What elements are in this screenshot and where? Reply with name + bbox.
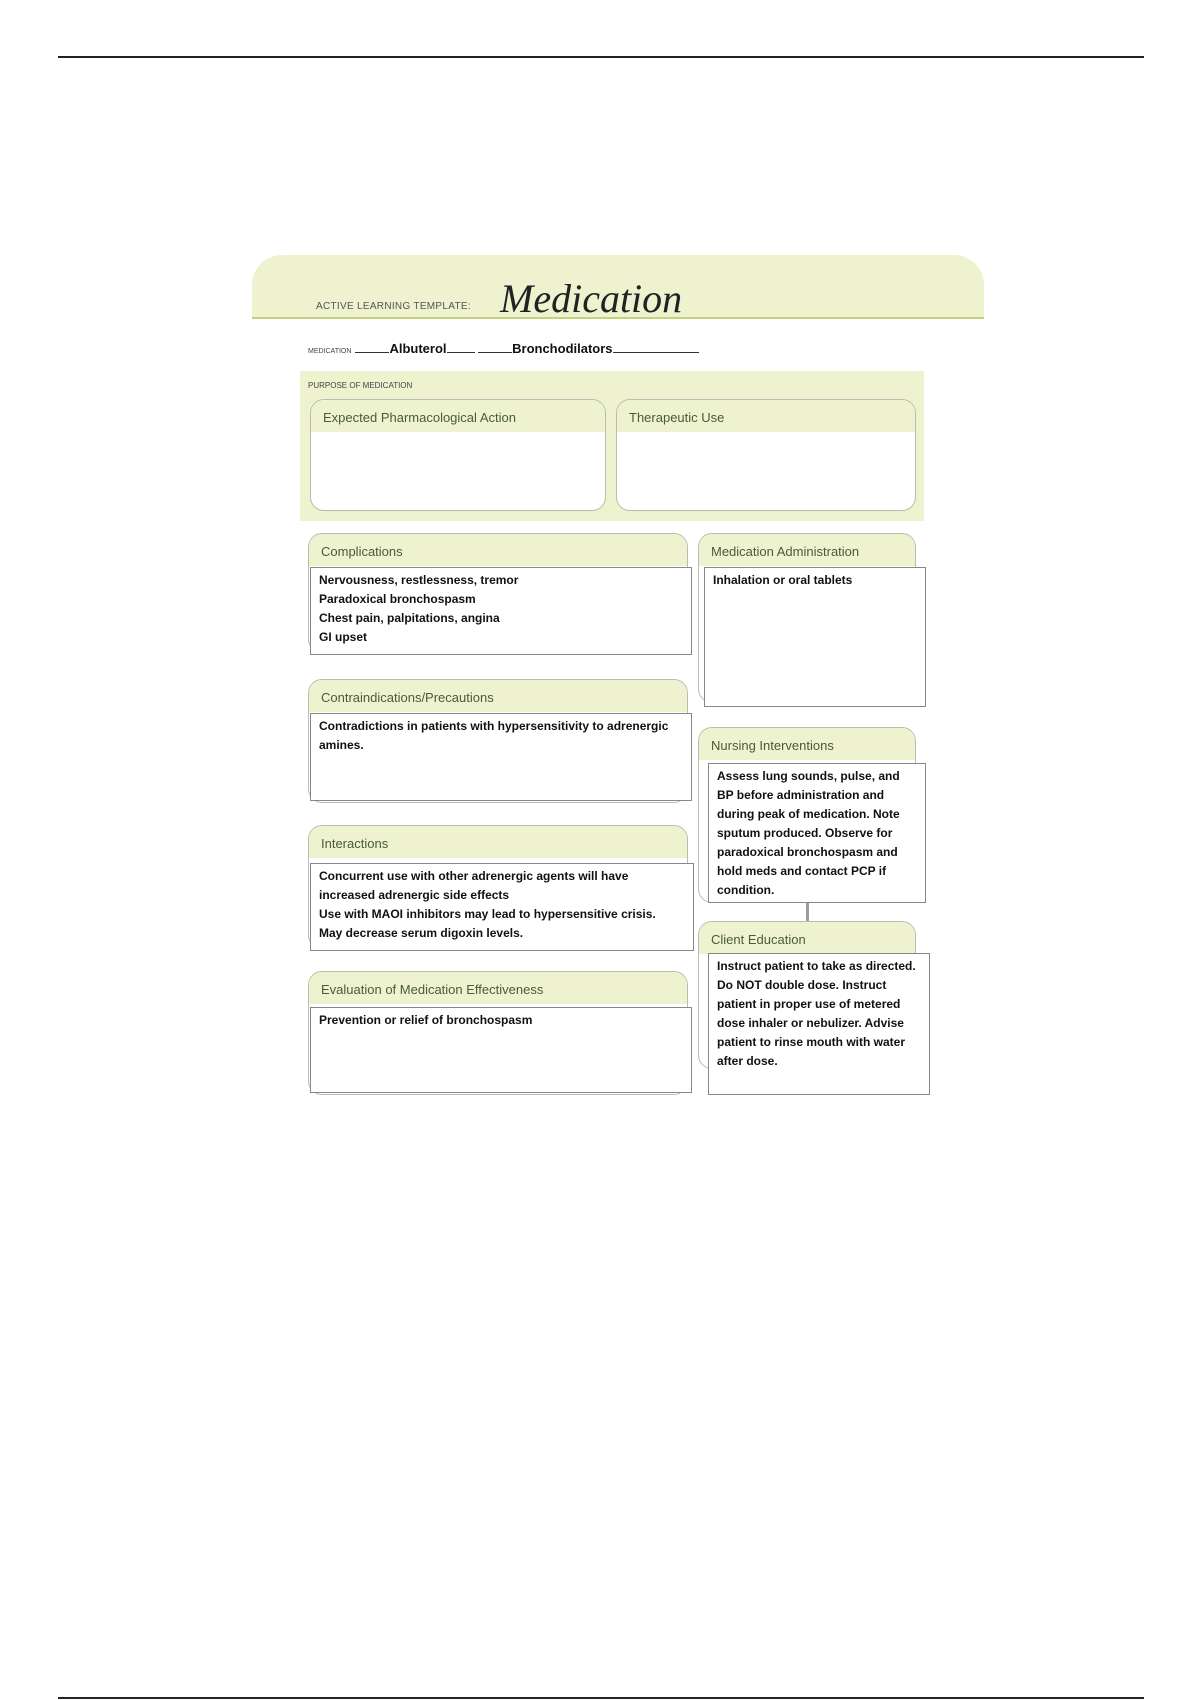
complication-item: Paradoxical bronchospasm — [319, 592, 476, 606]
expected-action-card — [310, 399, 606, 511]
purpose-label: PURPOSE OF MEDICATION — [308, 381, 413, 390]
complication-item: GI upset — [319, 630, 368, 644]
nursing-interventions-title: Nursing Interventions — [699, 728, 915, 760]
medication-administration-content: Inhalation or oral tablets — [704, 567, 926, 707]
complications-content — [310, 567, 692, 655]
blank-line — [613, 341, 699, 353]
complication-item: Chest pain, palpitations, angina — [319, 611, 500, 625]
expected-action-title: Expected Pharmacological Action — [311, 400, 605, 432]
template-title: Medication — [500, 276, 683, 321]
contraindications-title: Contraindications/Precautions — [309, 680, 687, 712]
interaction-item: Use with MAOI inhibitors may lead to hypersensitive crisis. — [319, 907, 656, 921]
interactions-title: Interactions — [309, 826, 687, 858]
client-education-content: Instruct patient to take as directed. Do NOT double dose. Instruct patient in proper use of metered dose inhaler or nebulizer. Advise patient to rinse mouth with water after dose. — [708, 953, 930, 1095]
therapeutic-use-title: Therapeutic Use — [617, 400, 915, 432]
medication-field-label: MEDICATION — [308, 348, 352, 355]
top-page-rule — [58, 56, 1144, 58]
medication-template-sheet — [252, 255, 984, 1203]
client-education-title: Client Education — [699, 922, 915, 954]
bottom-page-rule — [58, 1697, 1144, 1699]
template-header — [252, 255, 984, 319]
evaluation-content: Prevention or relief of bronchospasm — [310, 1007, 692, 1093]
medication-category: Bronchodilators — [512, 341, 613, 356]
blank-line — [478, 341, 512, 353]
contraindications-content: Contradictions in patients with hypersensitivity to adrenergic amines. — [310, 713, 692, 801]
blank-line — [447, 341, 475, 353]
interactions-content — [310, 863, 694, 951]
nursing-interventions-content: Assess lung sounds, pulse, and BP before administration and during peak of medication. Note sputum produced. Observe for paradoxical bronchospasm and hold meds and contact PCP if condition. — [708, 763, 926, 903]
medication-administration-title: Medication Administration — [699, 534, 915, 566]
medication-line — [308, 341, 699, 356]
template-label: ACTIVE LEARNING TEMPLATE: — [316, 301, 471, 312]
complications-title: Complications — [309, 534, 687, 566]
complication-item: Nervousness, restlessness, tremor — [319, 573, 519, 587]
therapeutic-use-card — [616, 399, 916, 511]
medication-name: Albuterol — [389, 341, 447, 356]
interaction-item: Concurrent use with other adrenergic agents will have increased adrenergic side effects — [319, 869, 629, 902]
section-connector — [806, 903, 809, 923]
interaction-item: May decrease serum digoxin levels. — [319, 926, 524, 940]
evaluation-title: Evaluation of Medication Effectiveness — [309, 972, 687, 1004]
blank-line — [355, 341, 389, 353]
